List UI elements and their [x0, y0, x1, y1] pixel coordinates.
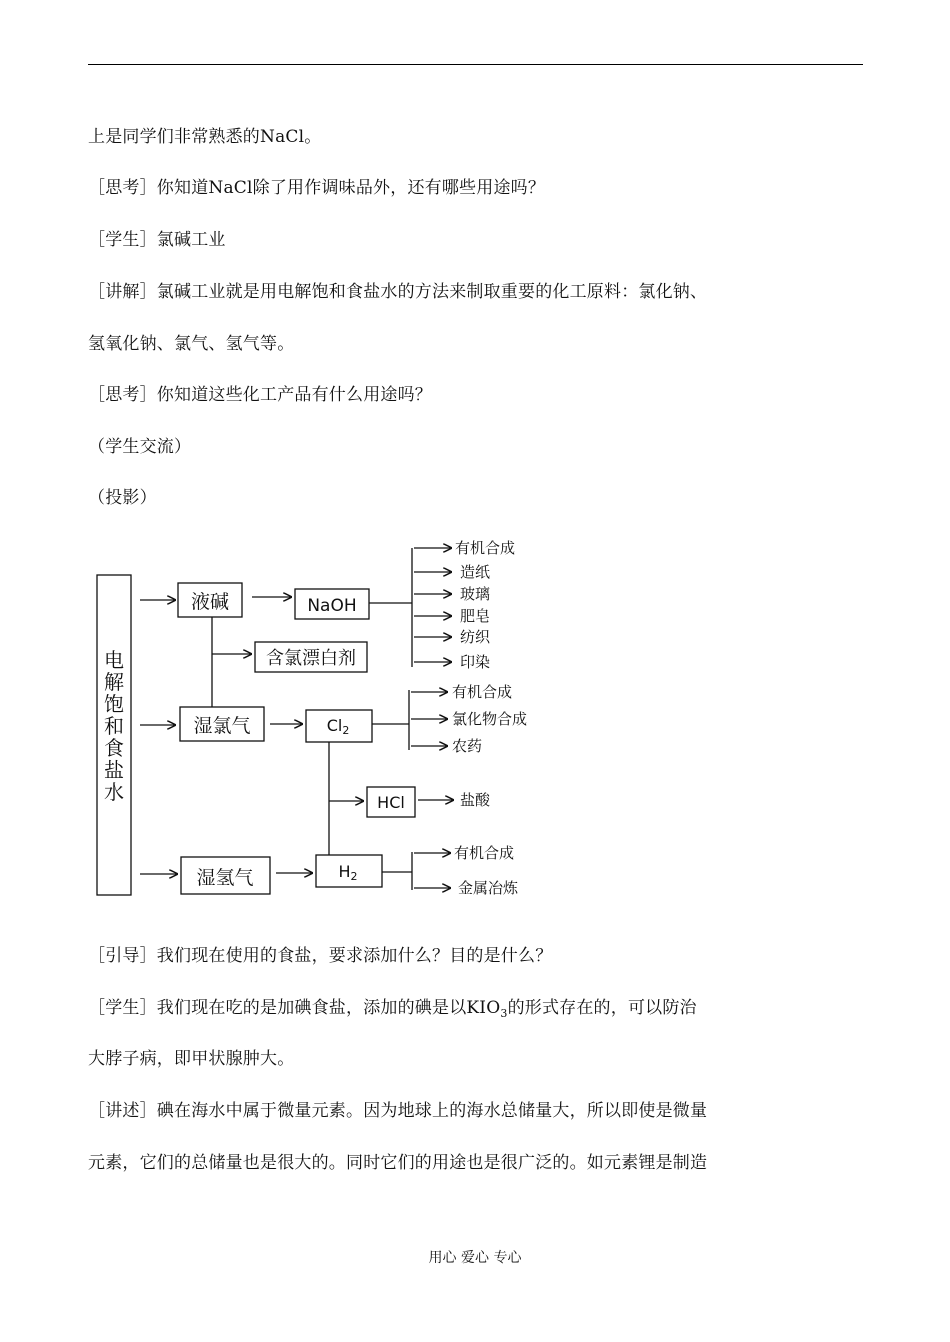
paragraph-guide: ［引导］我们现在使用的食盐，要求添加什么？目的是什么？: [88, 946, 553, 966]
naoh-use: 印染: [460, 653, 491, 671]
paragraph-3: ［学生］氯碱工业: [88, 230, 226, 250]
paragraph-2: ［思考］你知道NaCl除了用作调味品外，还有哪些用途吗？: [88, 178, 546, 198]
naoh-use: 造纸: [460, 563, 491, 581]
naoh-use: 肥皂: [460, 607, 491, 625]
paragraph-lecture-1: ［讲述］碘在海水中属于微量元素。因为地球上的海水总储量大，所以即使是微量: [88, 1101, 708, 1121]
hcl-label: HCl: [377, 793, 405, 812]
h2-label: H2: [338, 862, 358, 883]
paragraph-lecture-2: 元素，它们的总储量也是很大的。同时它们的用途也是很广泛的。如元素锂是制造: [88, 1153, 708, 1173]
h2-use: 金属冶炼: [458, 879, 519, 897]
cl2-use: 农药: [452, 737, 483, 755]
source-char: 电: [104, 648, 124, 672]
hcl-use: 盐酸: [460, 791, 491, 809]
source-char: 解: [104, 670, 124, 694]
paragraph-student: ［学生］我们现在吃的是加碘食盐，添加的碘是以$KIO_3$的形式存在的，可以防治: [88, 998, 697, 1020]
naoh-label: NaOH: [307, 596, 357, 616]
source-char: 水: [104, 780, 124, 804]
bleach-label: 含氯漂白剂: [266, 648, 356, 669]
naoh-use: 纺织: [460, 628, 491, 646]
paragraph-4: ［讲解］氯碱工业就是用电解饱和食盐水的方法来制取重要的化工原料：氯化钠、: [88, 282, 708, 302]
naoh-use: 有机合成: [455, 539, 516, 557]
cl2-use: 氯化物合成: [452, 710, 528, 728]
paragraph-8: （投影）: [88, 488, 157, 508]
source-char: 和: [104, 714, 124, 738]
naoh-use: 玻璃: [460, 585, 491, 603]
h2-use: 有机合成: [454, 844, 515, 862]
liquid-alkali-label: 液碱: [190, 591, 230, 613]
cl2-use: 有机合成: [452, 683, 513, 701]
paragraph-student-cont: 大脖子病，即甲状腺肿大。: [88, 1049, 295, 1069]
paragraph-1: 上是同学们非常熟悉的NaCl。: [88, 127, 322, 147]
paragraph-7: （学生交流）: [88, 437, 192, 457]
paragraph-5: 氢氧化钠、氯气、氢气等。: [88, 334, 295, 354]
wet-chlorine-label: 湿氯气: [193, 715, 251, 737]
paragraph-6: ［思考］你知道这些化工产品有什么用途吗？: [88, 385, 432, 405]
source-char: 盐: [104, 758, 124, 782]
cl2-label: Cl2: [326, 716, 350, 737]
source-char: 饱: [104, 692, 124, 716]
page-footer: 用心 爱心 专心: [428, 1250, 522, 1266]
wet-hydrogen-label: 湿氢气: [196, 867, 254, 889]
source-char: 食: [104, 736, 124, 760]
